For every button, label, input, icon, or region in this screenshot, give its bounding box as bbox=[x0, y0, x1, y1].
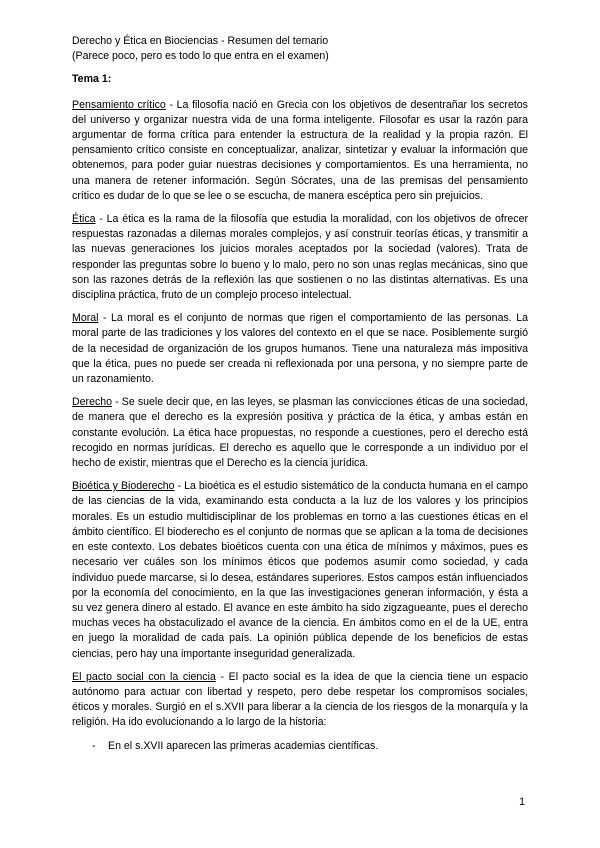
section-term: Moral bbox=[72, 312, 99, 325]
topic-heading: Tema 1: bbox=[72, 73, 112, 86]
document-title: Derecho y Ética en Biociencias - Resumen del temario bbox=[72, 35, 329, 47]
section-etica bbox=[72, 212, 528, 303]
document-body bbox=[72, 34, 528, 754]
section-term: Pensamiento crítico bbox=[72, 98, 166, 111]
section-text: - La filosofía nació en Grecia con los objetivos de desentrañar los secretos del universo y organizar nuestra vida de una forma inteligente. Filosofar es usar la razón para argumentar de forma crítica para entender la estructura de la realidad y la propia razón. El pensamiento crítico consiste en conceptualizar, analizar, sintetizar y evaluar la información que obtenemos, para poder guiar nuestras decisiones y comportamientos. Es una herramienta, no una manera de retener información. Según Sócrates, una de las premisas del pensamiento crítico es dudar de lo que se lee o se escucha, de manera escéptica pero sin prejuicios. bbox=[72, 98, 528, 202]
section-text: - El pacto social es la idea de que la ciencia tiene un espacio autónomo para actuar con libertad y respeto, pero debe respetar los compromisos sociales, éticos y morales. Surgió en el s.XVII para liberar a la ciencia de los riesgos de la monarquía y la religión. Ha ido evolucionando a lo largo de la historia: bbox=[72, 670, 528, 729]
section-term: Derecho bbox=[72, 396, 113, 409]
bullet-list bbox=[72, 739, 528, 754]
section-text: - La ética es la rama de la filosofía que estudia la moralidad, con los objetivos de ofrecer respuestas razonadas a dilemas morales complejos, y así construir teorías éticas, y transmitir a las nuevas generaciones los juicios morales aceptados por la sociedad (valores). Trata de responder las preguntas sobre lo bueno y lo malo, pero no son unas reglas mecánicas, sino que son las razones detrás de la reflexión las que sostienen o no las distintas alternativas. Es una disciplina práctica, fruto de un complejo proceso intelectual. bbox=[72, 213, 528, 302]
section-term: Ética bbox=[72, 213, 96, 226]
page-number: 1 bbox=[519, 796, 525, 808]
document-subtitle: (Parece poco, pero es todo lo que entra en el examen) bbox=[72, 50, 329, 63]
section-moral bbox=[72, 311, 528, 387]
list-item bbox=[72, 739, 528, 754]
list-item-text: En el s.XVII aparecen las primeras academias científicas. bbox=[108, 739, 379, 752]
section-text: - Se suele decir que, en las leyes, se plasman las convicciones éticas de una sociedad, de manera que el derecho es la expresión positiva y práctica de la ética, y ambas están en constante evolución. La ética hace propuestas, no responde a cuestiones, pero el derecho está recogido en normas jurídicas. El derecho es aquello que le corresponde a un individuo por el hecho de existir, mientras que el Derecho es la ciencia jurídica. bbox=[72, 396, 528, 470]
section-bioetica-bioderecho bbox=[72, 479, 528, 661]
section-text: - La bioética es el estudio sistemático de la conducta humana en el campo de las ciencias de la vida, examinando esta conducta a la luz de los valores y los principios morales. Es un estudio multidisciplinar de los problemas en torno a las cuestiones éticas en el ámbito científico. El bioderecho es el conjunto de normas que se aplican a la toma de decisiones en este contexto. Los debates bioéticos cuenta con una ética de mínimos y máximos, pues es necesario ver cuáles son los mínimos éticos que podemos asumir como sociedad, y cada individuo puede marcarse, si lo desea, estándares superiores. Estos campos están influenciados por la economía del conocimiento, en la que las investigaciones generan información, y ésta a su vez genera dinero al estado. El avance en este ámbito ha sido zigzagueante, pues el derecho muchas veces ha obstaculizado el avance de la ciencia. En ámbitos como en el de la UE, entra en juego la moralidad de cada país. La opinión pública depende de los beneficios de estas ciencias, pero hay una importante inseguridad generalizada. bbox=[72, 480, 529, 660]
bullet-marker: - bbox=[92, 739, 96, 752]
section-text: - La moral es el conjunto de normas que rigen el comportamiento de las personas. La moral parte de las tradiciones y los valores del contexto en el que se nace. Posiblemente surgió de la necesidad de organización de los grupos humanos. Tiene una naturaleza más impositiva que la ética, pues no puede ser creada ni reflexionada por una persona, y no siempre parte de un razonamiento. bbox=[72, 312, 528, 386]
section-pacto-social bbox=[72, 670, 528, 731]
section-pensamiento-critico bbox=[72, 98, 528, 204]
section-term: El pacto social con la ciencia bbox=[72, 670, 216, 683]
section-derecho bbox=[72, 395, 528, 471]
section-term: Bioética y Bioderecho bbox=[72, 480, 175, 493]
